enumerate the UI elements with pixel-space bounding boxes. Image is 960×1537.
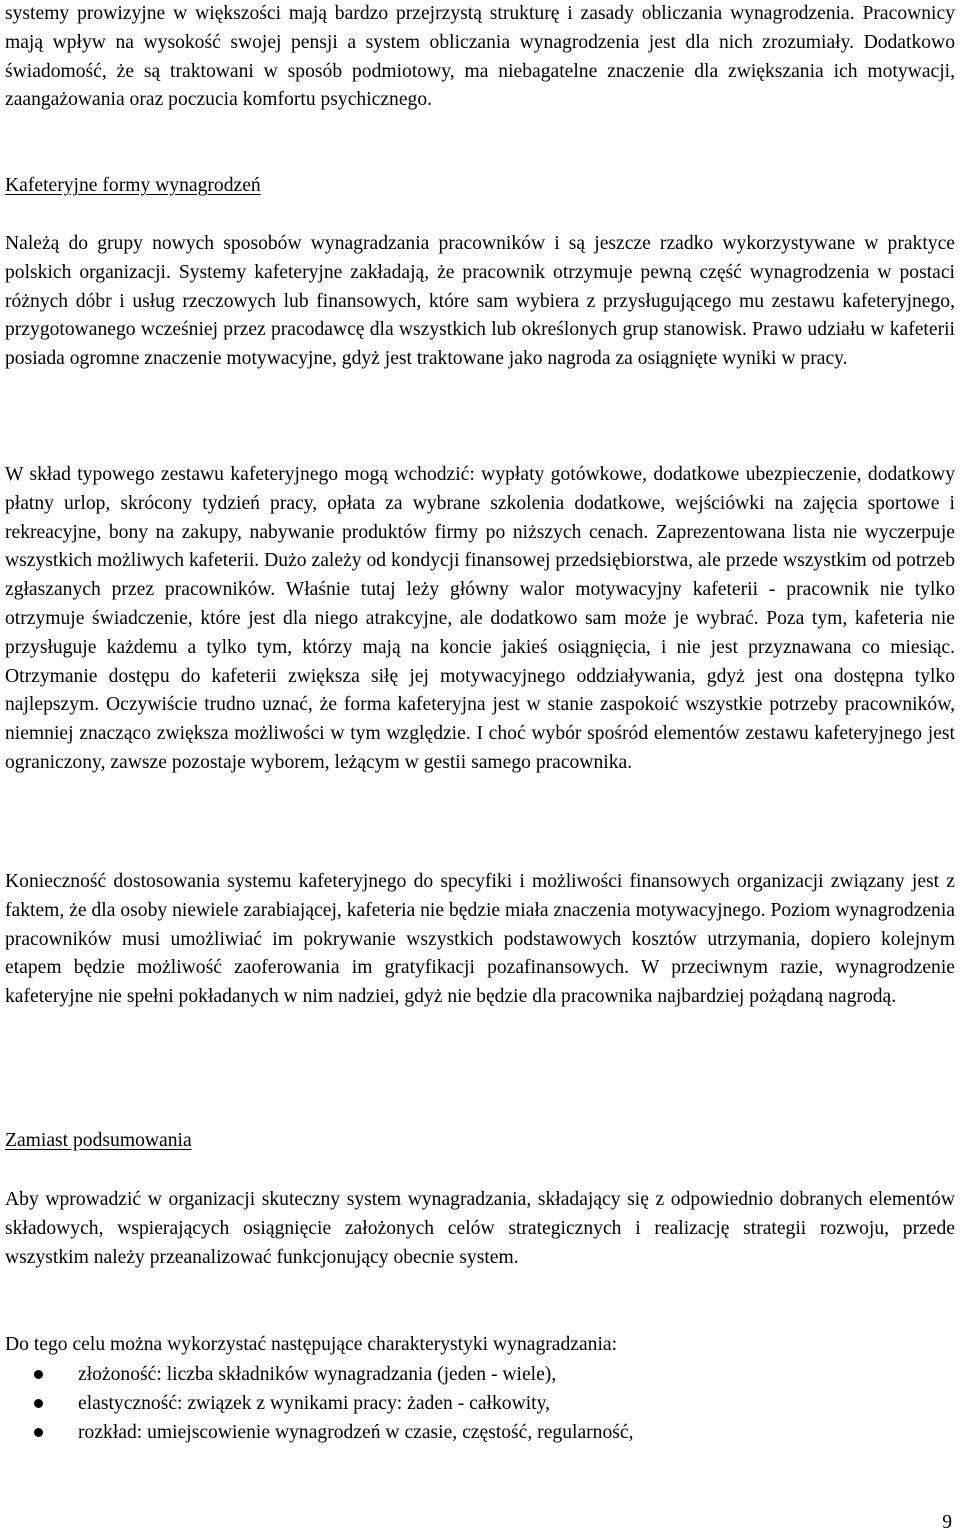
bullet-icon [34,1370,43,1379]
bullet-icon [34,1399,43,1408]
paragraph-summary: Aby wprowadzić w organizacji skuteczny system wynagradzania, składający się z odpowiednio dobranych elementów składowych, wspierających osiągnięcie założonych celów strategicznych i realizację strategii rozwoju, przede wszystkim należy przeanalizować funkcjonujący obecnie system. [5,1189,955,1268]
paragraph-intro: systemy prowizyjne w większości mają bardzo przejrzystą strukturę i zasady obliczania wynagrodzenia. Pracownicy mają wpływ na wysokość swojej pensji a system obliczania wynagrodzenia jest dla nich zrozumiały. Dodatkowo świadomość, że są traktowani w sposób podmiotowy, ma niebagatelne znaczenie dla zwiększania ich motywacji, zaangażowania oraz poczucia komfortu psychicznego. [5,3,955,111]
paragraph-list-intro: Do tego celu można wykorzystać następujące charakterystyki wynagradzania: [5,1334,618,1355]
list-item-text: rozkład: umiejscowienie wynagrodzeń w czasie, częstość, regularność, [78,1422,634,1443]
list-item [0,1418,960,1447]
list-item-text: elastyczność: związek z wynikami pracy: żaden - całkowity, [78,1393,551,1414]
paragraph-kafeteryjne-elements: W skład typowego zestawu kafeteryjnego mogą wchodzić: wypłaty gotówkowe, dodatkowe ubezpieczenie, dodatkowy płatny urlop, skrócony tydzień pracy, opłata za wybrane szkolenia dodatkowe, wejściówki na zajęcia sportowe i rekreacyjne, bony na zakupy, nabywanie produktów firmy po niższych cenach. Zaprezentowana lista nie wyczerpuje wszystkich możliwych kafeterii. Dużo zależy od kondycji finansowej przedsiębiorstwa, ale przede wszystkim od potrzeb zgłaszanych przez pracowników. Właśnie tutaj leży główny walor motywacyjny kafeterii - pracownik nie tylko otrzymuje świadczenie, które jest dla niego atrakcyjne, ale dodatkowo sam może je wybrać. Poza tym, kafeteria nie przysługuje każdemu a tylko tym, którzy mają na koncie jakieś osiągnięcia, i nie jest przyznawana co miesiąc. Otrzymanie dostępu do kafeterii zwiększa siłę jej motywacyjnego oddziaływania, gdyż jest ona dostępna tylko najlepszym. Oczywiście trudno uznać, że forma kafeteryjna jest w stanie zaspokoić wszystkie potrzeby pracowników, niemniej znacząco zwiększa możliwości w tym względzie. I choć wybór spośród elementów zestawu kafeteryjnego jest ograniczony, zawsze pozostaje wyborem, leżącym w gestii samego pracownika. [5,464,955,773]
list-item [0,1389,960,1418]
paragraph-kafeteryjne-definition: Należą do grupy nowych sposobów wynagradzania pracowników i są jeszcze rzadko wykorzystywane w praktyce polskich organizacji. Systemy kafeteryjne zakładają, że pracownik otrzymuje pewną część wynagrodzenia w postaci różnych dóbr i usług rzeczowych lub finansowych, które sam wybiera z przysługującego mu zestawu kafeteryjnego, przygotowanego wcześniej przez pracodawcę dla wszystkich lub określonych grup stanowisk. Prawo udziału w kafeterii posiada ogromne znaczenie motywacyjne, gdyż jest traktowane jako nagroda za osiągnięte wyniki w pracy. [5,233,955,370]
heading-kafeteryjne: Kafeteryjne formy wynagrodzeń [5,175,261,196]
page-number: 9 [942,1512,952,1533]
characteristics-list [0,1360,960,1447]
bullet-icon [34,1428,43,1437]
list-item-text: złożoność: liczba składników wynagradzania (jeden - wiele), [78,1364,557,1385]
list-item [0,1360,960,1389]
heading-summary: Zamiast podsumowania [5,1130,192,1151]
paragraph-kafeteryjne-adaptation: Konieczność dostosowania systemu kafeteryjnego do specyfiki i możliwości finansowych organizacji związany jest z faktem, że dla osoby niewiele zarabiającej, kafeteria nie będzie miała znaczenia motywacyjnego. Poziom wynagrodzenia pracowników musi umożliwiać im pokrywanie wszystkich podstawowych kosztów utrzymania, dopiero kolejnym etapem będzie możliwość zaoferowania im gratyfikacji pozafinansowych. W przeciwnym razie, wynagrodzenie kafeteryjne nie spełni pokładanych w nim nadziei, gdyż nie będzie dla pracownika najbardziej pożądaną nagrodą. [5,871,955,1008]
